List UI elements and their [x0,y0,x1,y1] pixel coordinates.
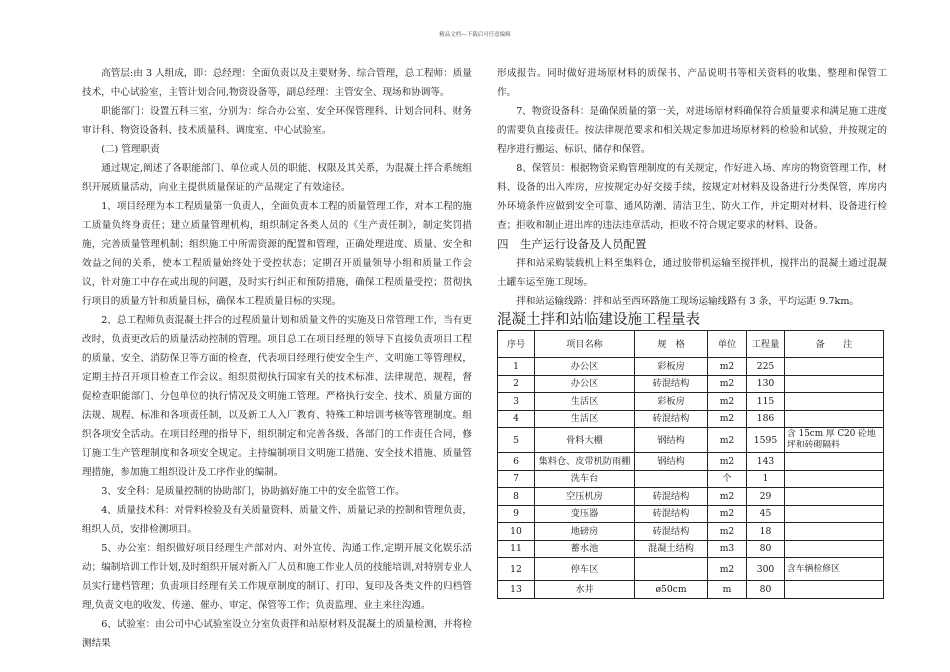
cell-quantity: 225 [747,358,785,376]
table-row [498,470,884,488]
cell-quantity: 143 [747,453,785,471]
cell-index: 12 [498,558,535,581]
cell-index: 2 [498,375,535,393]
cell-item-name: 骨料大棚 [535,428,635,453]
header-quantity: 工程量 [747,331,785,358]
cell-index: 6 [498,453,535,471]
cell-index: 1 [498,358,535,376]
page-header: 精品文档---下载后可任意编辑 [439,32,511,38]
header-item-name: 项目名称 [535,331,635,358]
heading-management-duties: (二) 管理职责 [101,144,160,155]
cell-unit: m2 [708,358,747,376]
cell-unit: m2 [708,558,747,581]
cell-remarks: 含车辆检修区 [785,558,884,581]
cell-remarks [785,488,884,506]
cell-remarks [785,523,884,541]
cell-spec: 彩板房 [635,393,708,411]
header-spec: 规 格 [635,331,708,358]
cell-index: 4 [498,410,535,428]
cell-item-name: 生活区 [535,393,635,411]
table-row [498,410,884,428]
paragraph-chief-engineer: 2、总工程师负责混凝土拌合的过程质量计划和质量文件的实施及日常管理工作，当有更改时，负责更改后的质量活动控制的管理。项目总工在项目经理的领导下直接负责项目工程的质量、安全、消防保卫等方面的检查，代表项目经理行使安全生产、文明施工等管理权，定期主持召开项目检查工作会议。组织贯彻执行国家有关的技术标准、法律规范、规程，督促检查职能部门、分包单位的执行情况及文明施工管理。严格执行安全、技术、质量方面的法规、规程、标准和各项责任制，以及新工人入厂教育、特殊工种培训考核等管理制度。组织各项安全活动。在项目经理的指导下，组织制定和完善各级、各部门的工作责任合同，修订施工生产管理制度和各项安全规定。主持编制项目文明施工措施、安全技术措施、质量管理措施，参加施工组织设计及工序作业的编制。 [82,315,472,478]
header-remarks: 备 注 [785,331,884,358]
cell-index: 7 [498,470,535,488]
cell-spec: 砖混结构 [635,375,708,393]
cell-remarks [785,375,884,393]
cell-remarks [785,453,884,471]
paragraph-departments: 职能部门：设置五科三室，分别为：综合办公室、安全环保管理科、计划合同科、财务审计科、物资设备科、技术质量科、调度室、中心试验室。 [82,106,472,136]
cell-index: 11 [498,540,535,558]
cell-remarks [785,470,884,488]
cell-unit: m2 [708,375,747,393]
cell-item-name: 办公区 [535,375,635,393]
cell-unit: m2 [708,523,747,541]
table-row [498,581,884,599]
cell-item-name: 蓄水池 [535,540,635,558]
cell-remarks [785,540,884,558]
cell-item-name: 变压器 [535,505,635,523]
cell-remarks [785,505,884,523]
cell-item-name: 生活区 [535,410,635,428]
cell-spec: 钢结构 [635,428,708,453]
cell-spec: 砖混结构 [635,523,708,541]
cell-index: 10 [498,523,535,541]
cell-item-name: 洗车台 [535,470,635,488]
cell-spec: 钢结构 [635,453,708,471]
paragraph-quality-dept: 4、质量技术科：对骨料检验及有关质量资料、质量文件、质量记录的控制和管理负责，组织人员，安排检测项目。 [82,505,472,535]
cell-remarks [785,358,884,376]
paragraph-project-manager: 1、项目经理为本工程质量第一负责人，全面负责本工程的质量管理工作，对本工程的施工质量负终身责任；建立质量管理机构，组织制定各类人员的《生产责任制》，制定奖罚措施，完善质量管理机制；组织施工中所需资源的配置和管理，正确处理进度、质量、安全和效益之间的关系，使本工程质量始终处于受控状态；定期召开质量领导小组和质量工作会议，针对施工中存在或出现的问题，及时实行纠正和预防措施，确保工程质量受控；贯彻执行项目的质量方针和质量目标，确保本工程质量目标的实现。 [82,201,472,307]
cell-quantity: 29 [747,488,785,506]
paragraph-management-level: 高管层:由 3 人组成，即：总经理：全面负责以及主要财务、综合管理，总工程师：质量技术，中心试验室，主管计划合同,物资设备等，副总经理：主管安全、现场和协调等。 [82,68,472,98]
cell-unit: m2 [708,488,747,506]
header-unit: 单位 [708,331,747,358]
paragraph-transport-routes: 拌和站运输线路：拌和站至西环路施工现场运输线路有 3 条，平均运距 9.7km。 [516,296,860,307]
section-heading-equipment: 四 生产运行设备及人员配置 [497,237,647,251]
cell-quantity: 1595 [747,428,785,453]
table-row [498,375,884,393]
cell-item-name: 办公区 [535,358,635,376]
cell-remarks [785,410,884,428]
cell-unit: m2 [708,428,747,453]
cell-unit: m2 [708,393,747,411]
cell-quantity: 45 [747,505,785,523]
paragraph-office: 5、办公室：组织做好项目经理生产部对内、对外宣传、沟通工作,定期开展文化娱乐活动；编制培训工作计划,及时组织开展对新入厂人员和施工作业人员的技能培训,对特别专业人员实行建档管理；负责项目经理有关工作规章制度的制订、打印、复印及各类文件的归档管理,负责文电的收发、传递、催办、审定、保管等工作；负责监理、业主来往沟通。 [82,543,472,611]
cell-quantity: 115 [747,393,785,411]
cell-spec: ø50cm [635,581,708,599]
cell-remarks [785,393,884,411]
paragraph-materials-dept: 7、物资设备科：是确保质量的第一关，对进场原材料确保符合质量要求和满足施工进度的需要负直接责任。按法律规范要求和相关规定参加进场原材料的检验和试验，并按规定的程序进行搬运、标识、储存和保管。 [497,106,887,155]
cell-item-name: 空压机房 [535,488,635,506]
header-index: 序号 [498,331,535,358]
cell-remarks: 含 15cm 厚 C20 砼地坪和砖砌隔料 [785,428,884,453]
cell-unit: m2 [708,410,747,428]
table-row [498,505,884,523]
paragraph-laboratory: 6、试验室：由公司中心试验室设立分室负责拌和站原材料及混凝土的质量检测，并将检测结果 [82,619,472,649]
cell-quantity: 80 [747,540,785,558]
cell-item-name: 水井 [535,581,635,599]
table-row [498,523,884,541]
cell-unit: m2 [708,453,747,471]
cell-quantity: 1 [747,470,785,488]
table-row [498,358,884,376]
cell-remarks [785,581,884,599]
table-row [498,558,884,581]
table-row [498,428,884,453]
paragraph-safety-dept: 3、安全科：是质量控制的协助部门，协助搞好施工中的安全监管工作。 [101,486,405,497]
cell-spec: 砖混结构 [635,410,708,428]
table-row [498,488,884,506]
right-column [497,64,887,599]
table-row [498,453,884,471]
table-header-row [498,331,884,358]
cell-quantity: 80 [747,581,785,599]
paragraph-custodian: 8、保管员：根据物资采购管理制度的有关规定，作好进入场、库房的物资管理工作，材料、设备的出入库房，应按规定办好交接手续，按规定对材料及设备进行分类保管，库房内外环境条件应做到安全可靠、通风防潮、清洁卫生、防火工作，并定期对材料、设备进行检查；拒收和制止进出库的违法违章活动，拒收不符合规定要求的材料、设备。 [497,163,887,231]
table-row [498,393,884,411]
cell-item-name: 地磅房 [535,523,635,541]
cell-index: 13 [498,581,535,599]
cell-spec: 混凝土结构 [635,540,708,558]
cell-quantity: 186 [747,410,785,428]
cell-item-name: 停车区 [535,558,635,581]
cell-spec [635,470,708,488]
paragraph-duties-intro: 通过规定,阐述了各职能部门、单位或人员的职能、权限及其关系，为混凝土拌合系统组织开展质量活动，向业主提供质量保证的产品规定了有效途径。 [82,163,472,193]
cell-quantity: 18 [747,523,785,541]
cell-unit: 个 [708,470,747,488]
cell-index: 3 [498,393,535,411]
cell-unit: m [708,581,747,599]
facilities-quantity-table [497,330,884,599]
paragraph-lab-cont: 形成报告。同时做好进场原材料的质保书、产品说明书等相关资料的收集、整理和保管工作。 [497,68,887,98]
cell-unit: m2 [708,505,747,523]
cell-unit: m3 [708,540,747,558]
cell-item-name: 集料仓、皮带机防雨棚 [535,453,635,471]
cell-index: 5 [498,428,535,453]
cell-quantity: 130 [747,375,785,393]
cell-quantity: 300 [747,558,785,581]
cell-spec: 砖混结构 [635,488,708,506]
left-column [82,64,472,653]
cell-spec: 彩板房 [635,358,708,376]
table-title: 混凝土拌和站临建设施工程量表 [497,312,700,328]
cell-index: 9 [498,505,535,523]
table-row [498,540,884,558]
cell-spec: 砖混结构 [635,505,708,523]
paragraph-mixing-process: 拌和站采购装载机上料至集料仓，通过胶带机运输至搅拌机，搅拌出的混凝土通过混凝土罐车运至施工现场。 [497,258,887,288]
cell-index: 8 [498,488,535,506]
cell-spec [635,558,708,581]
